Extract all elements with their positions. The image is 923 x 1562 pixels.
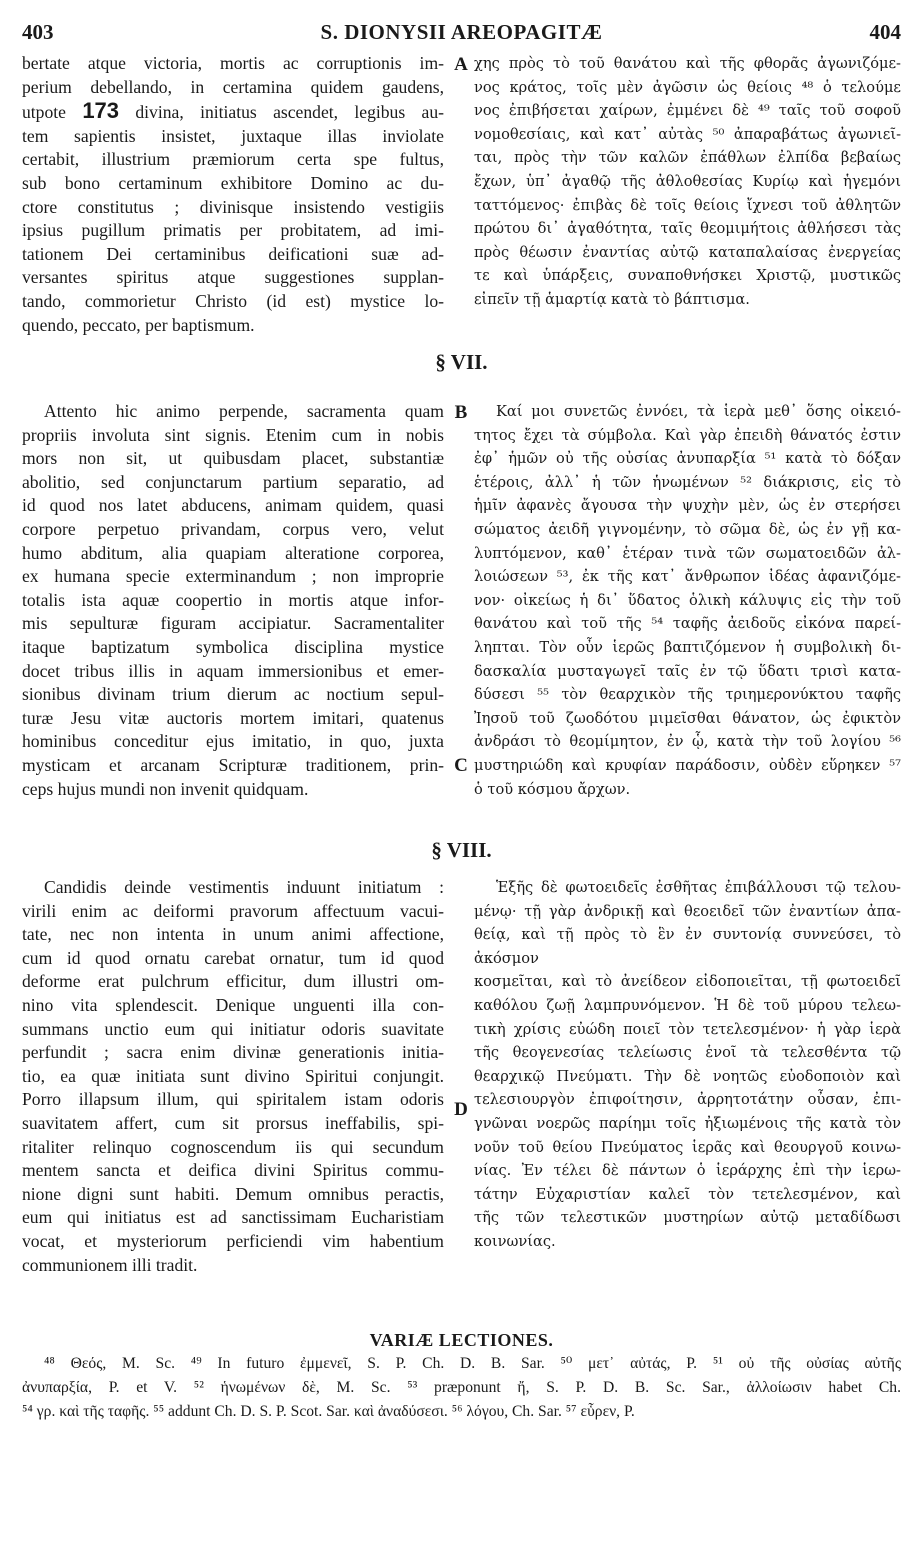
margin-letter-c: C (454, 755, 468, 776)
text-line: πρώτου δι᾽ ἀγαθότητα, ταῖς θεομιμήτοις ἀθλήσεσι τὰς (474, 220, 901, 238)
text-line: suavitatem affert, cum sit prorsus ineffabilis, spi- (22, 1112, 444, 1133)
text-line: Candidis deinde vestimentis induunt initiatum : (44, 877, 444, 897)
latin-column (22, 400, 444, 801)
text-line: versantes spiritus atque suggestiones supplan- (22, 267, 444, 288)
text-line: ἑτέροις, ἀλλ᾽ ἡ τῶν ἡνωμένων ⁵² διάκρισις, εἰς τὸ (474, 473, 901, 491)
text-line: tate, nec non intenta in unum animi affectione, (22, 924, 444, 945)
variant-note-line: ⁵⁴ γρ. καὶ τῆς ταφῆς. ⁵⁵ addunt Ch. D. S. P. Scot. Sar. καὶ ἀναδύσεσι. ⁵⁶ λόγου, Ch. Sar. ⁵⁷ εὗρεν, P. (22, 1403, 635, 1420)
text-line: nino vita splendescit. Denique unguenti illa con- (22, 994, 444, 1015)
text-line: κοσμεῖται, καὶ τὸ ἀνείδεον εἰδοποιεῖται, τῇ φωτοειδεῖ (474, 973, 901, 991)
page-number-left: 403 (22, 20, 54, 44)
text-line: καθόλου ζωῇ λαμπρυνόμενον. Ἡ δὲ τοῦ μύρου τελεω- (474, 996, 901, 1014)
text-line: mysticam et arcanam Scripturæ traditionem, prin- (22, 754, 444, 775)
text-line: Attento hic animo perpende, sacramenta quam (44, 401, 444, 421)
text-line: abolitio, sed conjunctarum partium separatio, ad (22, 471, 444, 492)
section-heading-vii: § VII. (435, 350, 488, 374)
text-line: tio, ea quæ initiata sunt divino Spiritui conjungit. (22, 1065, 444, 1086)
text-line: summans unctio eum qui initiatur odoris suavitate (22, 1018, 444, 1039)
text-line: ται, πρὸς τὴν τῶν καλῶν ἐπάθλων ἐλπίδα βεβαίως (474, 149, 901, 167)
text-line: τάτην Εὐχαριστίαν καλεῖ τὸν τετελεσμένον, καὶ (474, 1185, 901, 1203)
text-line: mentem sancta et deifica divini Spiritus commu- (22, 1160, 444, 1181)
text-line: vocat, et mysteriorum perficiendi vim habentium (22, 1230, 444, 1251)
text-line: τικὴ χρίσις εὐώδη ποιεῖ τὸν τετελεσμένον· ἡ γὰρ ἱερὰ (474, 1020, 901, 1038)
running-title: S. DIONYSII AREOPAGITÆ (320, 20, 603, 44)
text-line: tando, commorietur Christo (id est) mystice lo- (22, 290, 444, 311)
text-line: μένῳ· τῇ γὰρ ἀνδρικῇ καὶ θεοειδεῖ τῶν ἐναντίων ἀπα- (474, 902, 901, 920)
margin-letter-b: B (454, 402, 468, 423)
text-line: τελεσιουργὸν ἐπιφοίτησιν, ἀρρητοτάτην οὖσαν, ἐπι- (474, 1091, 901, 1109)
page-number-right: 404 (869, 20, 901, 44)
text-line: τητος ἔχει τὰ σύμβολα. Καὶ γὰρ ἐπειδὴ θάνατός ἐστιν (474, 426, 901, 444)
text-line: mis sepulturæ figuram accipiatur. Sacramentaliter (22, 613, 444, 634)
variant-note-line: ⁴⁸ Θεός, M. Sc. ⁴⁹ In futuro ἐμμενεῖ, S. P. Ch. D. B. Sar. ⁵⁰ μετ᾽ αὐτάς, P. ⁵¹ οὐ τῆς οὐσίας αὐτῆς (44, 1355, 901, 1372)
text-line: θείᾳ, καὶ τῇ πρὸς τὸ ἓν ἐν συντονίᾳ συννεύσει, τὸ ἀκόσμον (474, 926, 901, 967)
text-line: δύσεσι ⁵⁵ τὸν θεαρχικὸν τῆς τριημερονύκτου ταφῆς (474, 686, 901, 704)
text-line: tationem Dei certaminibus deificationi suæ ad- (22, 243, 444, 264)
text-line: ex humana specie exterminandum ; non improprie (22, 566, 444, 587)
text-line: corpore perpetuo privandam, corpus vero, velut (22, 518, 444, 539)
text-line: propriis involuta sint signis. Etenim cum in nobis (22, 424, 444, 445)
greek-column (474, 52, 901, 312)
greek-column (474, 400, 901, 801)
text-line: Ἑξῆς δὲ φωτοειδεῖς ἐσθῆτας ἐπιβάλλουσι τῷ τελου- (496, 879, 901, 896)
text-line: virili enim ac deiformi pravorum affectuum vacui- (22, 900, 444, 921)
text-line: λυπτόμενον, καθ᾽ ἑτέραν τινὰ τῶν σωματοειδῶν ἀλ- (474, 544, 901, 562)
section-continuation (22, 52, 901, 342)
text-line: σώματος ἀειδῆ γιγνομένην, τὸ σῶμα δὲ, ὡς ἐν γῇ κα- (474, 520, 901, 538)
text-line: turæ Jesu vitæ auctoris mortem imitari, quatenus (22, 707, 444, 728)
section-viii (22, 876, 901, 1296)
text-line: docet tribus illis in aquam immersionibus et emer- (22, 660, 444, 681)
text-line: eum qui initiatus est ad sanctissimam Eucharistiam (22, 1207, 444, 1228)
margin-letter-d: D (454, 1099, 468, 1120)
text-line: ἡμῖν ἀφανὲς ἄγουσα τὴν ψυχὴν μὲν, ὡς ἐν στερήσει (474, 497, 901, 515)
text-line: νον· οἰκείως ἡ δι᾽ ὕδατος ὁλικὴ κάλυψις εἰς τὴν τοῦ (474, 591, 901, 609)
text-line: ληπται. Τὸν οὖν ἱερῶς βαπτιζόμενον ἡ συμβολικὴ δι- (474, 638, 901, 656)
text-line: itaque baptizatum symbolica disciplina mystice (22, 636, 444, 657)
greek-column (474, 876, 901, 1254)
text-line: ὁ τοῦ κόσμου ἄρχων. (474, 780, 631, 798)
latin-column (22, 876, 444, 1277)
text-line: mors non sit, ut quibusdam placet, substantiæ (22, 448, 444, 469)
text-line: τῆς θεογενεσίας τελείωσις ἑνοῖ τὰ τελεσθέντα τῷ (474, 1044, 901, 1062)
text-line: Porro illapsum illum, qui spiritalem istam odoris (22, 1089, 444, 1110)
text-line: cum id quod ornatu carebat ornatur, tum id quod (22, 947, 444, 968)
text-line: hominibus conceditur ejus imitatio, in quo, juxta (22, 731, 444, 752)
text-line: γνῶναι νοερῶς παρίημι τοῖς ἠξιωμένοις τῆς κατὰ τὸν (474, 1114, 901, 1132)
text-line: τε καὶ ὑπάρξεις, συναποθνήσκει Χριστῷ, μυστικῶς (474, 267, 901, 285)
column-number: 173 (82, 98, 120, 124)
text-line: ἀνδράσι τὸ θεομίμητον, ἐν ᾧ, κατὰ τὴν τοῦ λογίου ⁵⁶ (474, 733, 901, 751)
text-line: νομοθεσίαις, καὶ κατ᾽ αὐτὰς ⁵⁰ ἀπαραβάτως ἀγωνιεῖ- (474, 125, 901, 143)
text-line: νίας. Ἐν τέλει δὲ πάντων ὁ ἱεράρχης ἐπὶ τὴν ἱερω- (474, 1162, 901, 1180)
running-head (22, 20, 901, 44)
text-line: id quod nos latet abducens, animam quidem, quasi (22, 495, 444, 516)
text-line: δασκαλία μυσταγωγεῖ ταῖς ἐν τῷ ὕδατι τρισὶ κατα- (474, 662, 901, 680)
text-line: ταττόμενος· ἐπιβὰς δὲ τοῖς θείοις ἴχνεσι τοῦ ἀθλητῶν (474, 196, 901, 214)
text-line: nione digni sunt habiti. Demum omnibus peractis, (22, 1183, 444, 1204)
text-line: tem sapientis insistet, juxtaque illas inviolate (22, 125, 444, 146)
text-line: ritaliter relinquo cognoscendum iis qui secundum (22, 1136, 444, 1157)
text-line: totalis ista aquæ coopertio in mortis atque infor- (22, 589, 444, 610)
text-line: Καί μοι συνετῶς ἐννόει, τὰ ἱερὰ μεθ᾽ ὅσης οἰκειό- (496, 403, 901, 420)
text-line: ctore constitutus ; divinisque insistendo vestigiis (22, 196, 444, 217)
margin-letter-a: A (454, 54, 468, 75)
text-line: ἔχων, ὑπ᾽ ἀγαθῷ τῆς ἀθλοθεσίας Κυρίῳ καὶ ἡγεμόνι (474, 172, 901, 190)
text-line: quendo, peccato, per baptismum. (22, 314, 255, 335)
text-line: sionibus divinam trium dierum ac noctium sepul- (22, 684, 444, 705)
text-line: utpote 173 divina, initiatus ascendet, legibus au- (22, 98, 444, 124)
text-line: bertate atque victoria, mortis ac corruptionis im- (22, 53, 444, 73)
variae-lectiones-notes (22, 1352, 901, 1424)
text-line: νος κράτος, τοῖς μὲν ἀγῶσιν ὡς θείοις ⁴⁸ ὁ τελούμε (474, 78, 901, 96)
section-heading-viii: § VIII. (431, 838, 492, 862)
text-line: κοινωνίας. (474, 1232, 556, 1250)
text-line: Ἰησοῦ τοῦ ζωοδότου μιμεῖσθαι θάνατον, ὡς ἐφικτὸν (474, 709, 901, 727)
text-line: certabit, illustrium præmiorum certa spe fultus, (22, 149, 444, 170)
text-line: μυστηριώδη καὶ κρυφίαν παράδοσιν, οὐδὲν εὕρηκεν ⁵⁷ (474, 756, 901, 774)
text-line: deforme erat pulchrum efficitur, dum illustri om- (22, 971, 444, 992)
text-line: πρὸς θέωσιν ἐναντίας αὐτῷ καταπαλαίσας ἐνεργείας (474, 243, 901, 261)
text-line: εἰπεῖν τῇ ἁμαρτίᾳ κατὰ τὸ βάπτισμα. (474, 290, 750, 308)
text-line: sub bono certaminum exhibitore Domino ac du- (22, 172, 444, 193)
text-line: communionem illi tradit. (22, 1254, 198, 1275)
variant-note-line: ἀνυπαρξία, P. et V. ⁵² ἡνωμένων δὲ, M. Sc. ⁵³ præponunt ἤ, S. P. D. B. Sc. Sar., ἀλλοίωσιν habet Ch. (22, 1379, 901, 1396)
text-line: νος ἐπιβήσεται χαίρων, ἐμμένει δὲ ⁴⁹ ταῖς τοῦ σοφοῦ (474, 102, 901, 120)
text-line: ceps hujus mundi non invenit quidquam. (22, 778, 309, 799)
text-line: νοῦν τοῦ θείου Πνεύματος ἱερᾶς καὶ θεουργοῦ κοινω- (474, 1138, 901, 1156)
text-line: χης πρὸς τὸ τοῦ θανάτου καὶ τῆς φθορᾶς ἀγωνιζόμε- (474, 55, 901, 72)
variae-lectiones-title: VARIÆ LECTIONES. (369, 1330, 554, 1350)
text-line: λοιώσεων ⁵³, ἐκ τῆς κατ᾽ ἄνθρωπον ἰδέας ἀφανιζόμε- (474, 568, 901, 586)
section-vii (22, 400, 901, 820)
text-line: humo abditum, alia quapiam alteratione corporea, (22, 542, 444, 563)
text-line: τῆς τῶν τελεστικῶν μυστηρίων αὐτῷ μεταδίδωσι (474, 1209, 901, 1227)
text-line: θανάτου καὶ τοῦ τῆς ⁵⁴ ταφῆς ἀειδοῦς εἰκόνα παρεί- (474, 615, 901, 633)
text-line: perfundit ; sacra enim divinæ generationis initia- (22, 1042, 444, 1063)
text-line: ipsius pugillum primatis per probitatem, ad imi- (22, 220, 444, 241)
text-line: perium debellando, in certamina quidem gaudens, (22, 76, 444, 97)
text-line: ἐφ᾽ ἡμῶν οὐ τῆς οὐσίας ἀνυπαρξία ⁵¹ κατὰ τὸ δόξαν (474, 450, 901, 468)
latin-column (22, 52, 444, 337)
text-line: θεαρχικῷ Πνεύματι. Τὴν δὲ νοητῶς εὐοδοποιὸν καὶ (474, 1067, 901, 1085)
